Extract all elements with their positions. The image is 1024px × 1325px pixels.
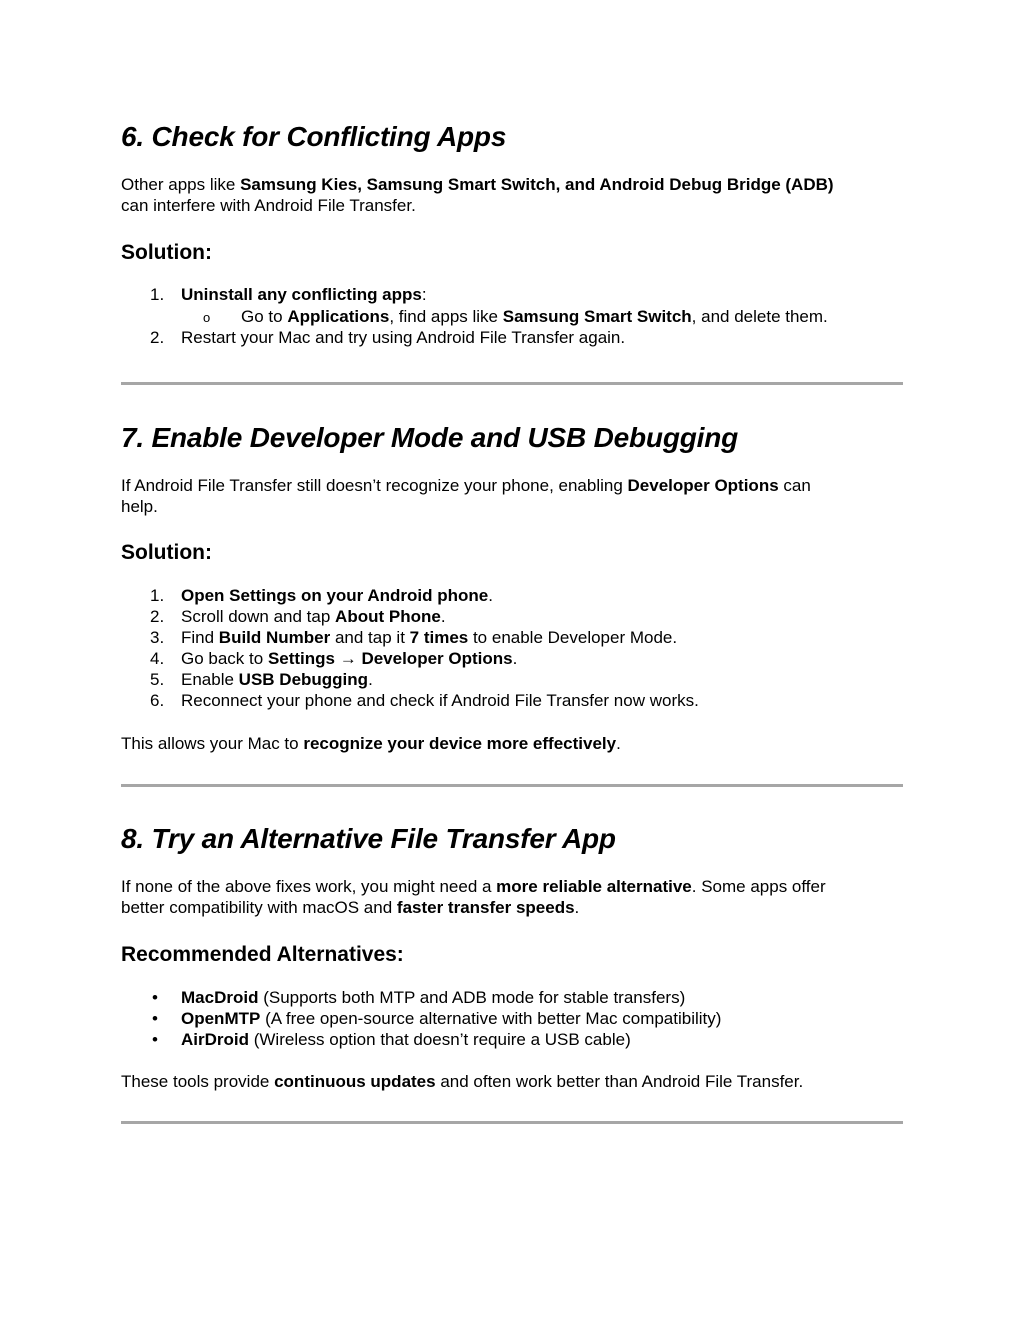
section-divider [121,1121,903,1124]
list-item: 4. Go back to Settings → Developer Options. [150,649,518,668]
bullet-item: • AirDroid (Wireless option that doesn’t require a USB cable) [152,1030,631,1049]
section-7-intro: If Android File Transfer still doesn’t recognize your phone, enabling Developer Options can [121,476,811,495]
section-6-intro-line2: can interfere with Android File Transfer. [121,196,416,215]
bullet-item: • OpenMTP (A free open-source alternative with better Mac compatibility) [152,1009,722,1028]
circle-bullet-icon: o [203,310,211,325]
section-6-intro: Other apps like Samsung Kies, Samsung Smart Switch, and Android Debug Bridge (ADB) [121,175,834,194]
bullet-icon: • [152,1030,158,1049]
sub-list-item: o Go to Applications, find apps like Samsung Smart Switch, and delete them. [203,307,828,326]
list-item: 3. Find Build Number and tap it 7 times to enable Developer Mode. [150,628,678,647]
list-item: 1. Uninstall any conflicting apps: [150,285,427,304]
list-item: 1. Open Settings on your Android phone. [150,586,493,605]
bullet-icon: • [152,988,158,1007]
section-8-alternatives-label: Recommended Alternatives: [121,943,404,966]
section-7-solution-label: Solution: [121,541,212,564]
section-divider [121,784,903,787]
section-7-outro: This allows your Mac to recognize your device more effectively. [121,734,621,753]
bullet-item: • MacDroid (Supports both MTP and ADB mode for stable transfers) [152,988,686,1007]
list-item: 2. Restart your Mac and try using Android File Transfer again. [150,328,626,347]
section-8-intro: If none of the above fixes work, you might need a more reliable alternative. Some apps offer [121,877,826,896]
section-7-intro-line2: help. [121,497,158,516]
section-8-outro: These tools provide continuous updates and often work better than Android File Transfer. [121,1072,804,1091]
section-divider [121,382,903,385]
list-item: 6. Reconnect your phone and check if Android File Transfer now works. [150,691,699,710]
section-6-solution-label: Solution: [121,241,212,264]
section-8-heading: 8. Try an Alternative File Transfer App [121,823,616,854]
bullet-icon: • [152,1009,158,1028]
section-7-heading: 7. Enable Developer Mode and USB Debugging [121,422,739,453]
section-8-intro-line2: better compatibility with macOS and faster transfer speeds. [121,898,580,917]
section-6-heading: 6. Check for Conflicting Apps [121,121,507,152]
list-item: 2. Scroll down and tap About Phone. [150,607,446,626]
list-item: 5. Enable USB Debugging. [150,670,373,689]
